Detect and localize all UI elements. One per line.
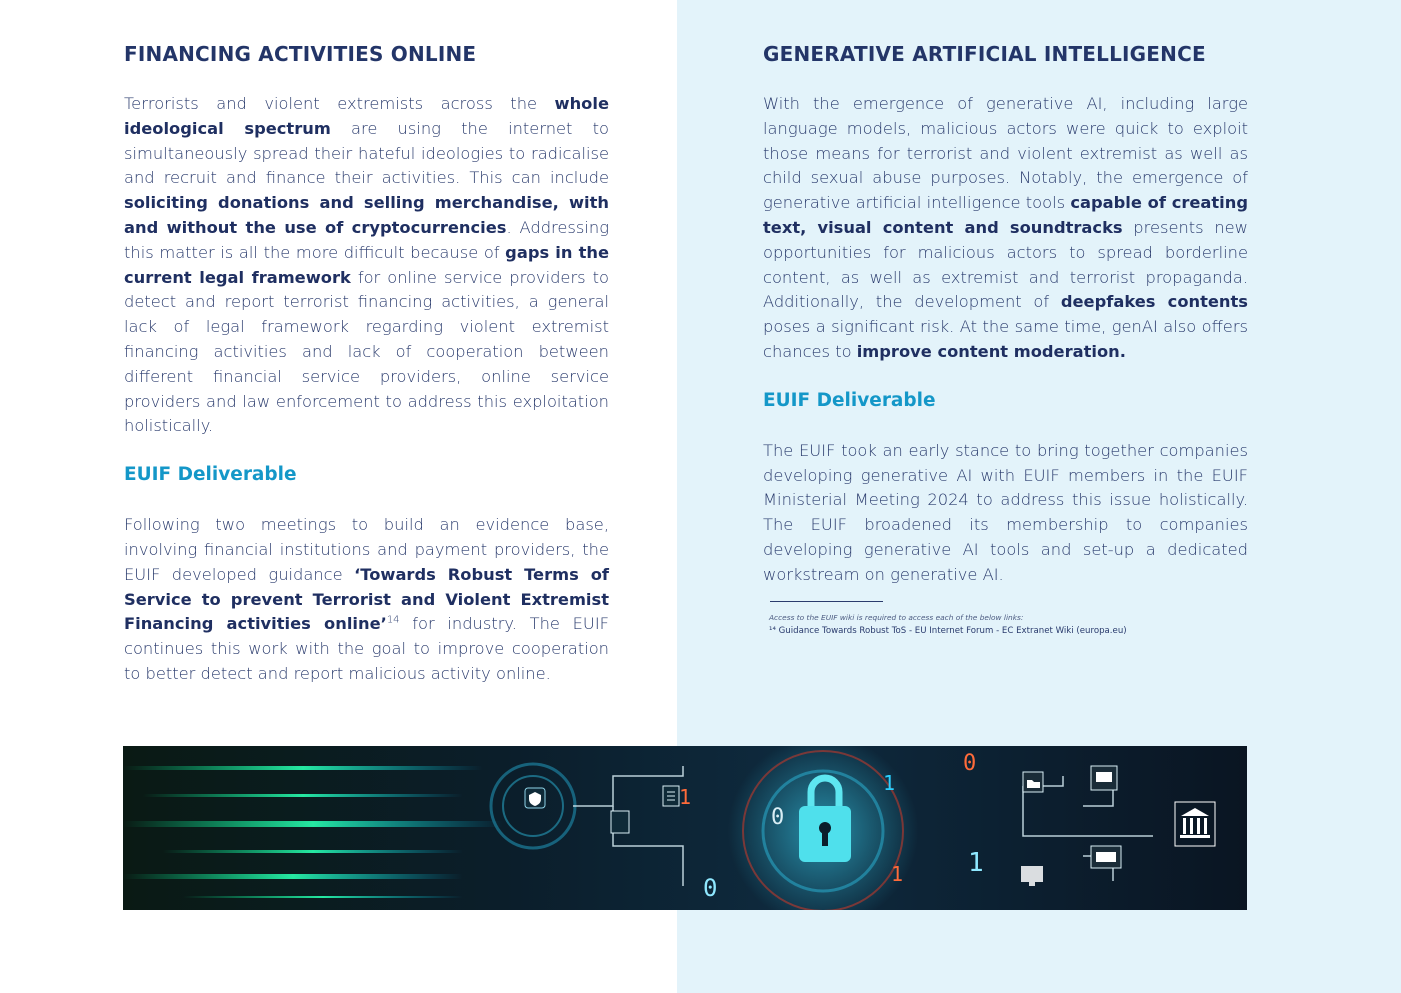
binary-digit: 1: [891, 862, 904, 886]
footnote-ref[interactable]: 14: [386, 614, 400, 626]
text-run: With the emergence of generative AI, including large language models, malicious actors were quick to exploit those means for terrorist and violent extremist as well as child sexual abuse purposes. Notably, the emergence of generative artificial intelligence tools: [763, 94, 1248, 213]
text-run: for industry. The EUIF continues this work with the goal to improve cooperation to better detect and report malicious activity online.: [124, 614, 609, 683]
text-run: are using the internet to simultaneously spread their hateful ideologies to radicalise and recruit and finance their activities. This can include: [124, 118, 609, 188]
text-run: presents new opportunities for malicious actors to spread borderline content, as well as extremist and terrorist propaganda. Additionally, the development of: [763, 217, 1248, 312]
financing-deliverable-paragraph: [124, 513, 609, 687]
bold-text: capable of creating text, visual content and soundtracks: [763, 193, 1249, 237]
binary-digit: 1: [679, 785, 692, 809]
bold-text: deepfakes contents: [1060, 292, 1248, 312]
laptop-icon: [1091, 766, 1117, 790]
bold-text: gaps in the current legal framework: [124, 242, 609, 287]
financing-deliverable-heading: EUIF Deliverable: [124, 464, 297, 486]
text-run: Following two meetings to build an evidence base, involving financial institutions and payment providers, the EUIF developed guidance: [124, 515, 609, 584]
left-column: [124, 0, 609, 687]
binary-digit: 0: [703, 874, 718, 902]
cybersecurity-banner-image: [123, 746, 1247, 910]
text-run: poses a significant risk. At the same time, genAI also offers chances to: [763, 317, 1248, 361]
bold-text: whole ideological spectrum: [124, 94, 609, 138]
genai-deliverable-paragraph: The EUIF took an early stance to bring together companies developing generative AI with EUIF members in the EUIF Ministerial Meeting 2024 to address this issue holistically. The EUIF broadened its membership to companies developing generative AI tools and set-up a dedicated workstream on generative AI.: [763, 440, 1248, 584]
bold-text: soliciting donations and selling merchandise, with and without the use of cryptocurrencies: [124, 193, 609, 237]
text-run: for online service providers to detect and report terrorist financing activities, a general lack of legal framework regarding violent extremist financing activities and lack of cooperation between different financial service providers, online service providers and law enforcement to address this exploitation holistically.: [124, 267, 609, 436]
genai-deliverable-heading: EUIF Deliverable: [763, 389, 936, 411]
financing-section-title: FINANCING ACTIVITIES ONLINE: [124, 42, 477, 66]
bold-text: improve content moderation.: [856, 341, 1126, 361]
text-run: Terrorists and violent extremists across the: [124, 94, 555, 113]
banner-illustration: [123, 746, 1247, 910]
document-icon: [611, 811, 629, 833]
footnote-14-link[interactable]: ¹⁴ Guidance Towards Robust ToS - EU Internet Forum - EC Extranet Wiki (europa.eu): [769, 626, 1127, 636]
bold-text: ‘Towards Robust Terms of Service to prevent Terrorist and Violent Extremist Financing activities online’: [124, 564, 609, 634]
shield-icon: [525, 788, 545, 808]
binary-digit: 0: [963, 751, 977, 776]
binary-digit: 0: [771, 805, 785, 830]
genai-section-title: GENERATIVE ARTIFICIAL INTELLIGENCE: [763, 42, 1206, 66]
financing-intro-paragraph: [124, 92, 609, 439]
footnote-divider: [770, 601, 883, 602]
folder-icon: [1023, 772, 1043, 792]
binary-digit: 1: [883, 771, 896, 795]
genai-intro-paragraph: [763, 92, 1248, 365]
right-column: [763, 0, 1248, 588]
text-run: . Addressing this matter is all the more difficult because of: [124, 217, 609, 262]
document-icon: [663, 786, 679, 806]
binary-digit: 1: [968, 848, 984, 878]
card-icon: [1091, 846, 1121, 868]
footnote-access-note: Access to the EUIF wiki is required to access each of the below links:: [769, 613, 1024, 622]
